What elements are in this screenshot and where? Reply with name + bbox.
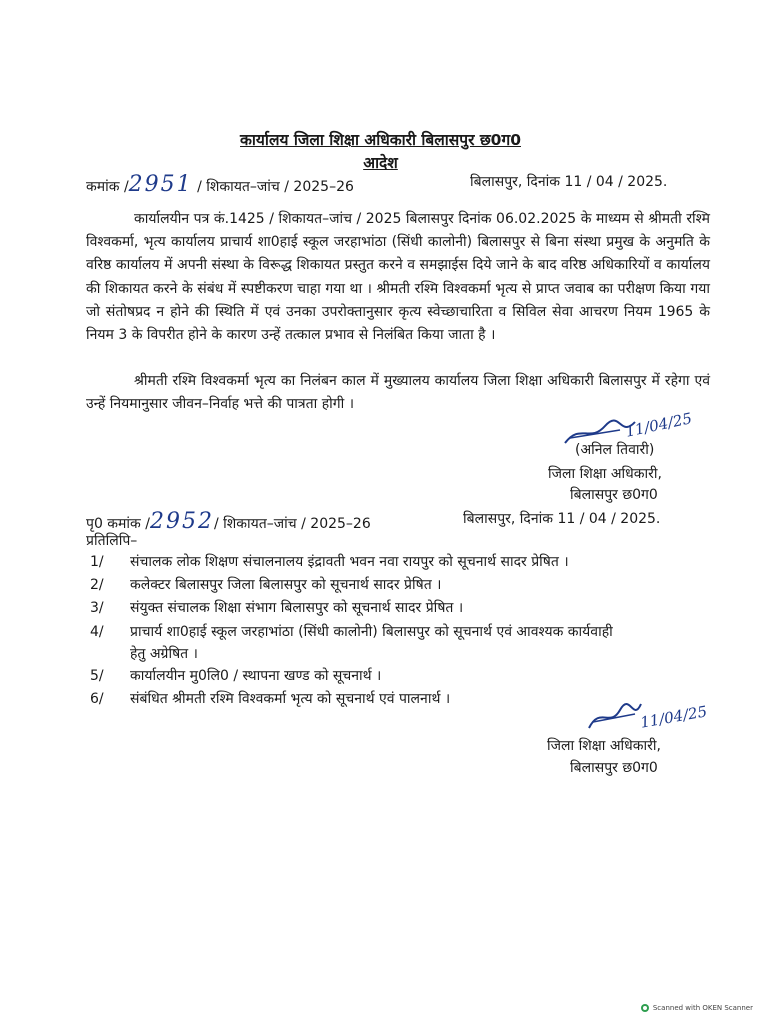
body-paragraph-1: कार्यालयीन पत्र कं.1425 / शिकायत–जांच / 2025 बिलासपुर दिनांक 06.02.2025 के माध्यम से श्रीमती रश्मि विश्वकर्मा, भृत्य कार्यालय प्राचार्य शा0हाई स्कूल जरहाभांठा (सिंधी कालोनी) बिलासपुर से बिना संस्था प्रमुख के अनुमति के वरिष्ठ कार्यालय में अपनी संस्था के विरूद्ध शिकायत प्रस्तुत करने व समझाईस दिये जाने के बाद वरिष्ठ अधिकारियों व कार्यालय की शिकायत करने के संबंध में स्पष्टीकरण चाहा गया था । श्रीमती रश्मि विश्वकर्मा भृत्य से प्राप्त जवाब का परीक्षण किया गया जो संतोषप्रद न होने की स्थिति में एवं उनका उपरोक्तानुसार कृत्य स्वेच्छाचारिता व सिविल सेवा आचरण नियम 1965 के नियम 3 के विपरीत होने के कारण उन्हें तत्काल प्रभाव से निलंबित किया जाता है ।: [86, 211, 710, 344]
signature-2-date-scrawl: 11/04/25: [638, 702, 709, 732]
signature-1-designation: जिला शिक्षा अधिकारी,: [548, 466, 662, 482]
copy-item-text: कार्यालयीन मु0लि0 / स्थापना खण्ड को सूचनार्थ ।: [130, 668, 382, 684]
office-title: कार्यालय जिला शिक्षा अधिकारी बिलासपुर छ0ग0: [240, 131, 521, 149]
copy-list-item: [90, 552, 670, 572]
copy-item-number: 5/: [90, 668, 104, 684]
copy-list-item: [90, 621, 630, 665]
reference-prefix: कमांक /: [86, 179, 129, 195]
endorsement-place-date: बिलासपुर, दिनांक 11 / 04 / 2025.: [463, 511, 661, 527]
signature-2-designation: जिला शिक्षा अधिकारी,: [547, 738, 661, 754]
handwritten-reference-number: 2951: [128, 172, 193, 197]
scanner-text: Scanned with OKEN Scanner: [652, 1004, 753, 1012]
signature-2-place: बिलासपुर छ0ग0: [570, 760, 658, 776]
scanner-watermark: [641, 1004, 753, 1012]
signature-1-place: बिलासपुर छ0ग0: [570, 487, 658, 503]
reference-suffix: / शिकायत–जांच / 2025–26: [192, 179, 354, 195]
reference-place-date: बिलासपुर, दिनांक 11 / 04 / 2025.: [470, 174, 668, 190]
copy-list-item: [90, 575, 670, 595]
copy-item-text: कलेक्टर बिलासपुर जिला बिलासपुर को सूचनार्थ सादर प्रेषित ।: [130, 577, 442, 593]
signature-1-date-scrawl: 11/04/25: [623, 409, 694, 441]
copy-list-item: [90, 666, 670, 686]
copy-item-number: 3/: [90, 600, 104, 616]
body-paragraph-2: श्रीमती रश्मि विश्वकर्मा भृत्य का निलंबन काल में मुख्यालय कार्यालय जिला शिक्षा अधिकारी बिलासपुर में रहेगा एवं उन्हें नियमानुसार जीवन–निर्वाह भत्ते की पात्रता होगी ।: [86, 373, 710, 413]
copy-item-text: संयुक्त संचालक शिक्षा संभाग बिलासपुर को सूचनार्थ सादर प्रेषित ।: [130, 600, 464, 616]
copy-item-number: 1/: [90, 554, 104, 570]
endorsement-suffix: / शिकायत–जांच / 2025–26: [213, 516, 371, 532]
copy-item-text: प्राचार्य शा0हाई स्कूल जरहाभांठा (सिंधी कालोनी) बिलासपुर को सूचनार्थ एवं आवश्यक कार्यवाही हेतु अग्रेषित ।: [130, 624, 613, 662]
copy-label: प्रतिलिपि–: [86, 533, 138, 549]
signature-1-name: (अनिल तिवारी): [575, 442, 655, 458]
handwritten-endorsement-number: 2952: [149, 509, 214, 534]
copy-list-item: [90, 598, 670, 618]
copy-list-item: [90, 689, 670, 709]
order-title: आदेश: [363, 154, 398, 172]
endorsement-prefix: पृ0 कमांक /: [86, 516, 150, 532]
signature-2-icon: [585, 700, 645, 732]
reference-number-line: [86, 172, 354, 197]
copy-item-text: संचालक लोक शिक्षण संचालनालय इंद्रावती भवन नवा रायपुर को सूचनार्थ सादर प्रेषित ।: [130, 554, 569, 570]
oken-scanner-logo-icon: [641, 1004, 649, 1012]
copy-item-number: 2/: [90, 577, 104, 593]
copy-item-number: 4/: [90, 624, 104, 640]
copy-item-text: संबंधित श्रीमती रश्मि विश्वकर्मा भृत्य को सूचनार्थ एवं पालनार्थ ।: [130, 691, 451, 707]
copy-item-number: 6/: [90, 691, 104, 707]
